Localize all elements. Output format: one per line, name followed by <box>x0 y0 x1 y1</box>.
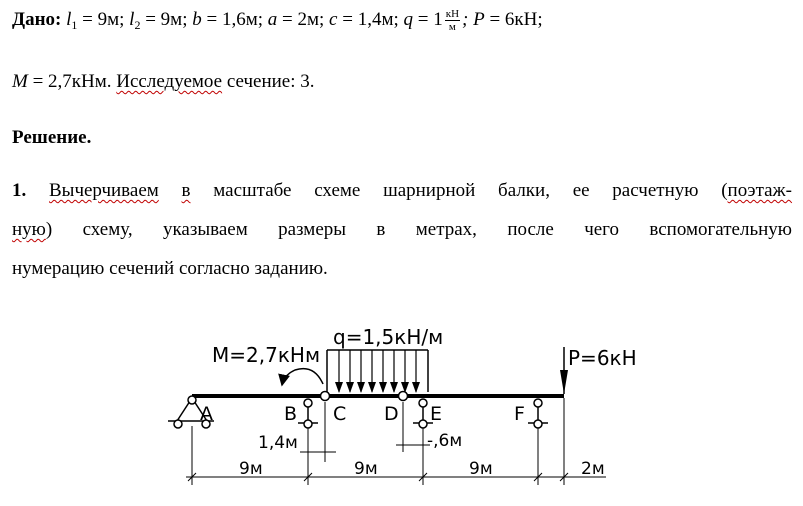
c-value: = 1,4м; <box>342 8 399 30</box>
support-f <box>528 399 548 428</box>
q-value: = 1 <box>417 8 443 30</box>
l1-symbol: l <box>66 8 72 30</box>
q-symbol: q <box>403 8 414 30</box>
distributed-load <box>327 350 428 393</box>
l1-subscript: 1 <box>71 17 78 32</box>
span-4-label: 2м <box>581 459 605 479</box>
p-value: = 6кН; <box>489 8 543 30</box>
hinge-c <box>321 392 330 401</box>
step-word-3: поэтаж- <box>727 180 793 201</box>
span-2-label: 9м <box>354 459 378 479</box>
force-arrowhead <box>560 370 568 394</box>
step-line-1-rest: масштабе схеме шарнирной балки, ее расчетную ( <box>213 180 728 201</box>
label-e: E <box>430 403 443 425</box>
dim-label-c: 1,4м <box>258 433 298 453</box>
label-f: F <box>514 403 525 425</box>
l2-value: = 9м; <box>145 8 188 30</box>
l2-symbol: l <box>129 8 135 30</box>
given-label: Дано: <box>12 8 62 30</box>
m-symbol: M <box>12 71 28 92</box>
c-symbol: c <box>329 8 338 30</box>
load-label: q=1,5кН/м <box>333 325 444 349</box>
q-unit-denominator: м <box>448 21 456 33</box>
section-rest: сечение: 3. <box>226 71 315 92</box>
step-word-1: Вычерчиваем <box>49 180 159 201</box>
label-a: A <box>200 403 213 425</box>
support-b <box>298 399 318 428</box>
step-line-3: нумерацию сечений согласно заданию. <box>12 258 328 279</box>
dim-label-b: -,6м <box>427 431 463 451</box>
b-value: = 1,6м; <box>206 8 264 30</box>
b-symbol: b <box>192 8 202 30</box>
step-line-2-rest: ) схему, указываем размеры в метрах, после чего вспомогательную <box>45 219 792 240</box>
l1-value: = 9м; <box>82 8 125 30</box>
step-number: 1. <box>12 180 27 201</box>
label-c: C <box>333 403 347 425</box>
q-unit-numerator: кН <box>445 8 460 20</box>
label-b: B <box>284 403 298 425</box>
label-d: D <box>384 403 399 425</box>
l2-subscript: 2 <box>134 17 141 32</box>
force-label: P=6кН <box>568 346 637 370</box>
moment-arrow <box>282 369 323 385</box>
step-word-4: ную <box>12 219 46 240</box>
p-symbol: ; P <box>462 8 485 30</box>
a-symbol: a <box>267 8 278 30</box>
solution-heading-text: Решение. <box>12 127 92 148</box>
m-value: = 2,7кНм. <box>32 71 112 92</box>
moment-label: M=2,7кНм <box>212 343 321 367</box>
small-dimension-lines <box>300 402 430 462</box>
step-word-2: в <box>181 180 191 201</box>
span-3-label: 9м <box>469 459 493 479</box>
section-word: Исследуемое <box>116 71 223 92</box>
a-value: = 2м; <box>282 8 325 30</box>
hinge-d <box>399 392 408 401</box>
span-1-label: 9м <box>239 459 263 479</box>
